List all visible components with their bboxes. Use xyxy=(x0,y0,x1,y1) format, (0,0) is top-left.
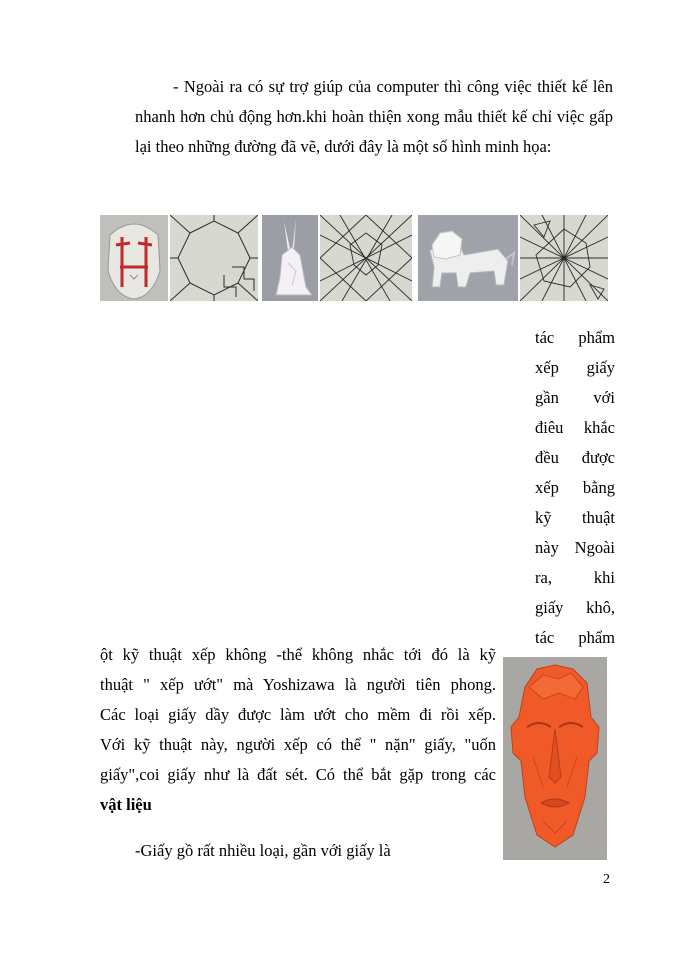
column-line: tác phẩm xyxy=(535,628,615,647)
rabbit-photo xyxy=(262,215,318,301)
column-line: xếp giấy xyxy=(535,358,615,377)
column-line: ra, khi xyxy=(535,568,615,587)
column-line: xếp bằng xyxy=(535,478,615,497)
lion-photo xyxy=(418,215,518,301)
paper-line: -Giấy gồ rất nhiều loại, gần với giấy là xyxy=(135,841,391,860)
column-line: giấy khô, xyxy=(535,598,615,617)
wet-folding-paragraph xyxy=(100,640,496,820)
mask-crease-pattern xyxy=(170,215,258,301)
origami-image-strip xyxy=(100,215,608,301)
right-column-text xyxy=(535,323,615,653)
orange-mask-photo xyxy=(503,657,607,860)
page-number: 2 xyxy=(603,872,610,887)
column-line: tác phẩm xyxy=(535,328,615,347)
body-line: Các loại giấy dầy được làm ướt cho mềm đi rồi xếp. xyxy=(100,705,496,724)
materials-heading: vật liệu xyxy=(100,795,152,814)
mask-photo xyxy=(100,215,168,301)
body-line: thuật " xếp ướt" mà Yoshizawa là người tiên phong. xyxy=(100,675,496,694)
column-line: này Ngoài xyxy=(535,538,615,557)
body-line: Với kỹ thuật này, người xếp có thể " nặn" giấy, "uốn xyxy=(100,735,496,754)
rabbit-crease-pattern xyxy=(320,215,412,301)
column-line: điêu khắc xyxy=(535,418,615,437)
intro-paragraph: - Ngoài ra có sự trợ giúp của computer thì công việc thiết kế lên nhanh hơn chủ động hơn.khi hoàn thiện xong mẫu thiết kế chỉ việc gấp lại theo những đường đã vẽ, dưới đây là một số hình minh họa: xyxy=(135,77,613,156)
body-line: giấy",coi giấy như là đất sét. Có thể bắt gặp trong các xyxy=(100,765,496,784)
column-line: kỹ thuật xyxy=(535,508,615,527)
lion-crease-pattern xyxy=(520,215,608,301)
column-line: đều được xyxy=(535,448,615,467)
body-line: ột kỹ thuật xếp không -thể không nhắc tới đó là kỹ xyxy=(100,645,496,664)
column-line: gần với xyxy=(535,388,615,407)
